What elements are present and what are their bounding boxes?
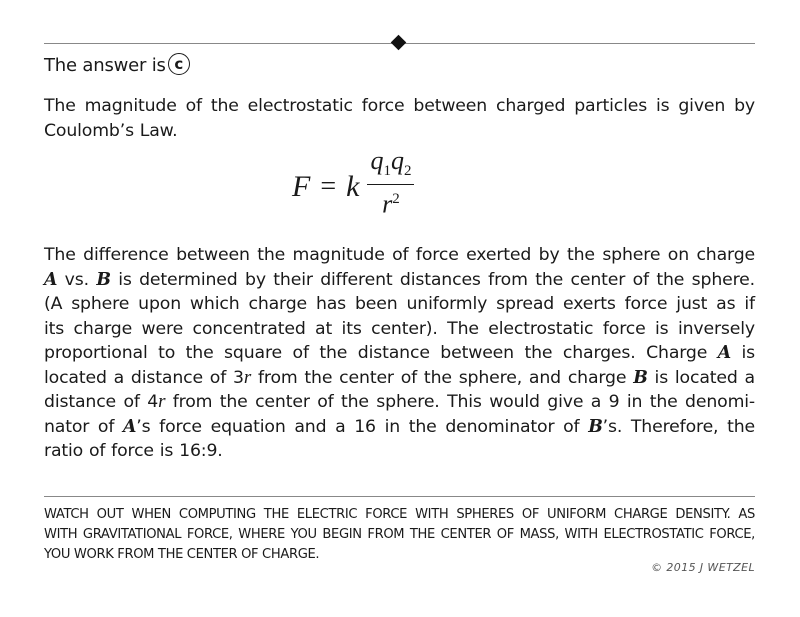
text-fragment: vs. — [57, 269, 97, 290]
q2-symbol: q — [390, 145, 404, 175]
text-fragment: ’s. Therefore, the — [602, 416, 755, 437]
diamond-icon — [391, 35, 407, 51]
answer-statement — [44, 54, 190, 78]
note-line-1: WATCH OUT WHEN COMPUTING THE ELECTRIC FORCE WITH SPHERES OF UNIFORM CHARGE DENSITY. AS — [44, 507, 755, 522]
explanation-line-9: ratio of force is 16:9. — [44, 441, 223, 461]
text-fragment: nator of — [44, 416, 123, 437]
formula-constant: k — [346, 170, 360, 203]
explanation-line-1: The difference between the magnitude of force exerted by the sphere on charge — [44, 245, 755, 265]
charge-b-label: B — [633, 367, 648, 388]
charge-b-label: B — [588, 416, 603, 437]
explanation-line-4: its charge were concentrated at its center). The electrostatic force is inversely — [44, 318, 755, 339]
charge-a-label: A — [717, 343, 731, 363]
explanation-line-5 — [44, 341, 755, 366]
explanation-line-7 — [44, 390, 755, 415]
answer-choice-badge: c — [168, 53, 190, 75]
answer-prefix: The answer is — [44, 55, 166, 76]
text-fragment: proportional to the square of the distance between the charges. Charge — [44, 343, 718, 363]
explanation-line-6 — [44, 366, 755, 391]
text-fragment: is located a — [647, 367, 755, 388]
text-fragment: from the center of the sphere, and charge — [251, 367, 634, 388]
intro-line-2: Coulomb’s Law. — [44, 120, 178, 141]
formula-numerator — [367, 145, 414, 185]
charge-a-label: A — [122, 416, 137, 437]
explanation-paragraph — [44, 243, 755, 464]
formula-equals: = — [320, 171, 337, 202]
coulomb-formula — [292, 145, 414, 219]
note-line-2: WITH GRAVITATIONAL FORCE, WHERE YOU BEGIN FROM THE CENTER OF MASS, WITH ELECTROSTATIC FORCE, — [44, 527, 755, 542]
intro-paragraph — [44, 94, 755, 143]
formula-fraction — [367, 145, 414, 219]
q2-subscript: 2 — [403, 162, 412, 179]
text-fragment: is — [730, 343, 755, 363]
copyright-notice: © 2015 J WETZEL — [651, 561, 755, 574]
formula-denominator — [382, 185, 400, 219]
intro-line-1: The magnitude of the electrostatic force between charged particles is given by — [44, 96, 755, 116]
text-fragment: from the center of the sphere. This would give a 9 in the denomi- — [165, 392, 755, 412]
r-variable: r — [158, 391, 166, 412]
text-fragment: located a distance of 3 — [44, 367, 244, 388]
explanation-line-2 — [44, 268, 755, 293]
explanation-line-3: (A sphere upon which charge has been uniformly spread exerts force just as if — [44, 294, 755, 314]
charge-b-label: B — [96, 269, 111, 290]
watch-out-note — [44, 505, 755, 565]
text-fragment: is determined by their different distances from the center of the sphere. — [110, 269, 756, 290]
text-fragment: distance of 4 — [44, 392, 159, 412]
r-symbol: r — [382, 189, 393, 219]
q1-subscript: 1 — [383, 162, 391, 179]
formula-force: F — [292, 170, 311, 203]
charge-a-label: A — [44, 269, 58, 290]
text-fragment: ’s force equation and a 16 in the denominator of — [136, 416, 589, 437]
q1-symbol: q — [370, 145, 384, 175]
bottom-divider — [44, 496, 755, 497]
note-line-3: YOU WORK FROM THE CENTER OF CHARGE. — [44, 547, 320, 562]
explanation-line-8 — [44, 415, 755, 440]
r-exponent: 2 — [392, 190, 400, 207]
r-variable: r — [243, 366, 252, 388]
